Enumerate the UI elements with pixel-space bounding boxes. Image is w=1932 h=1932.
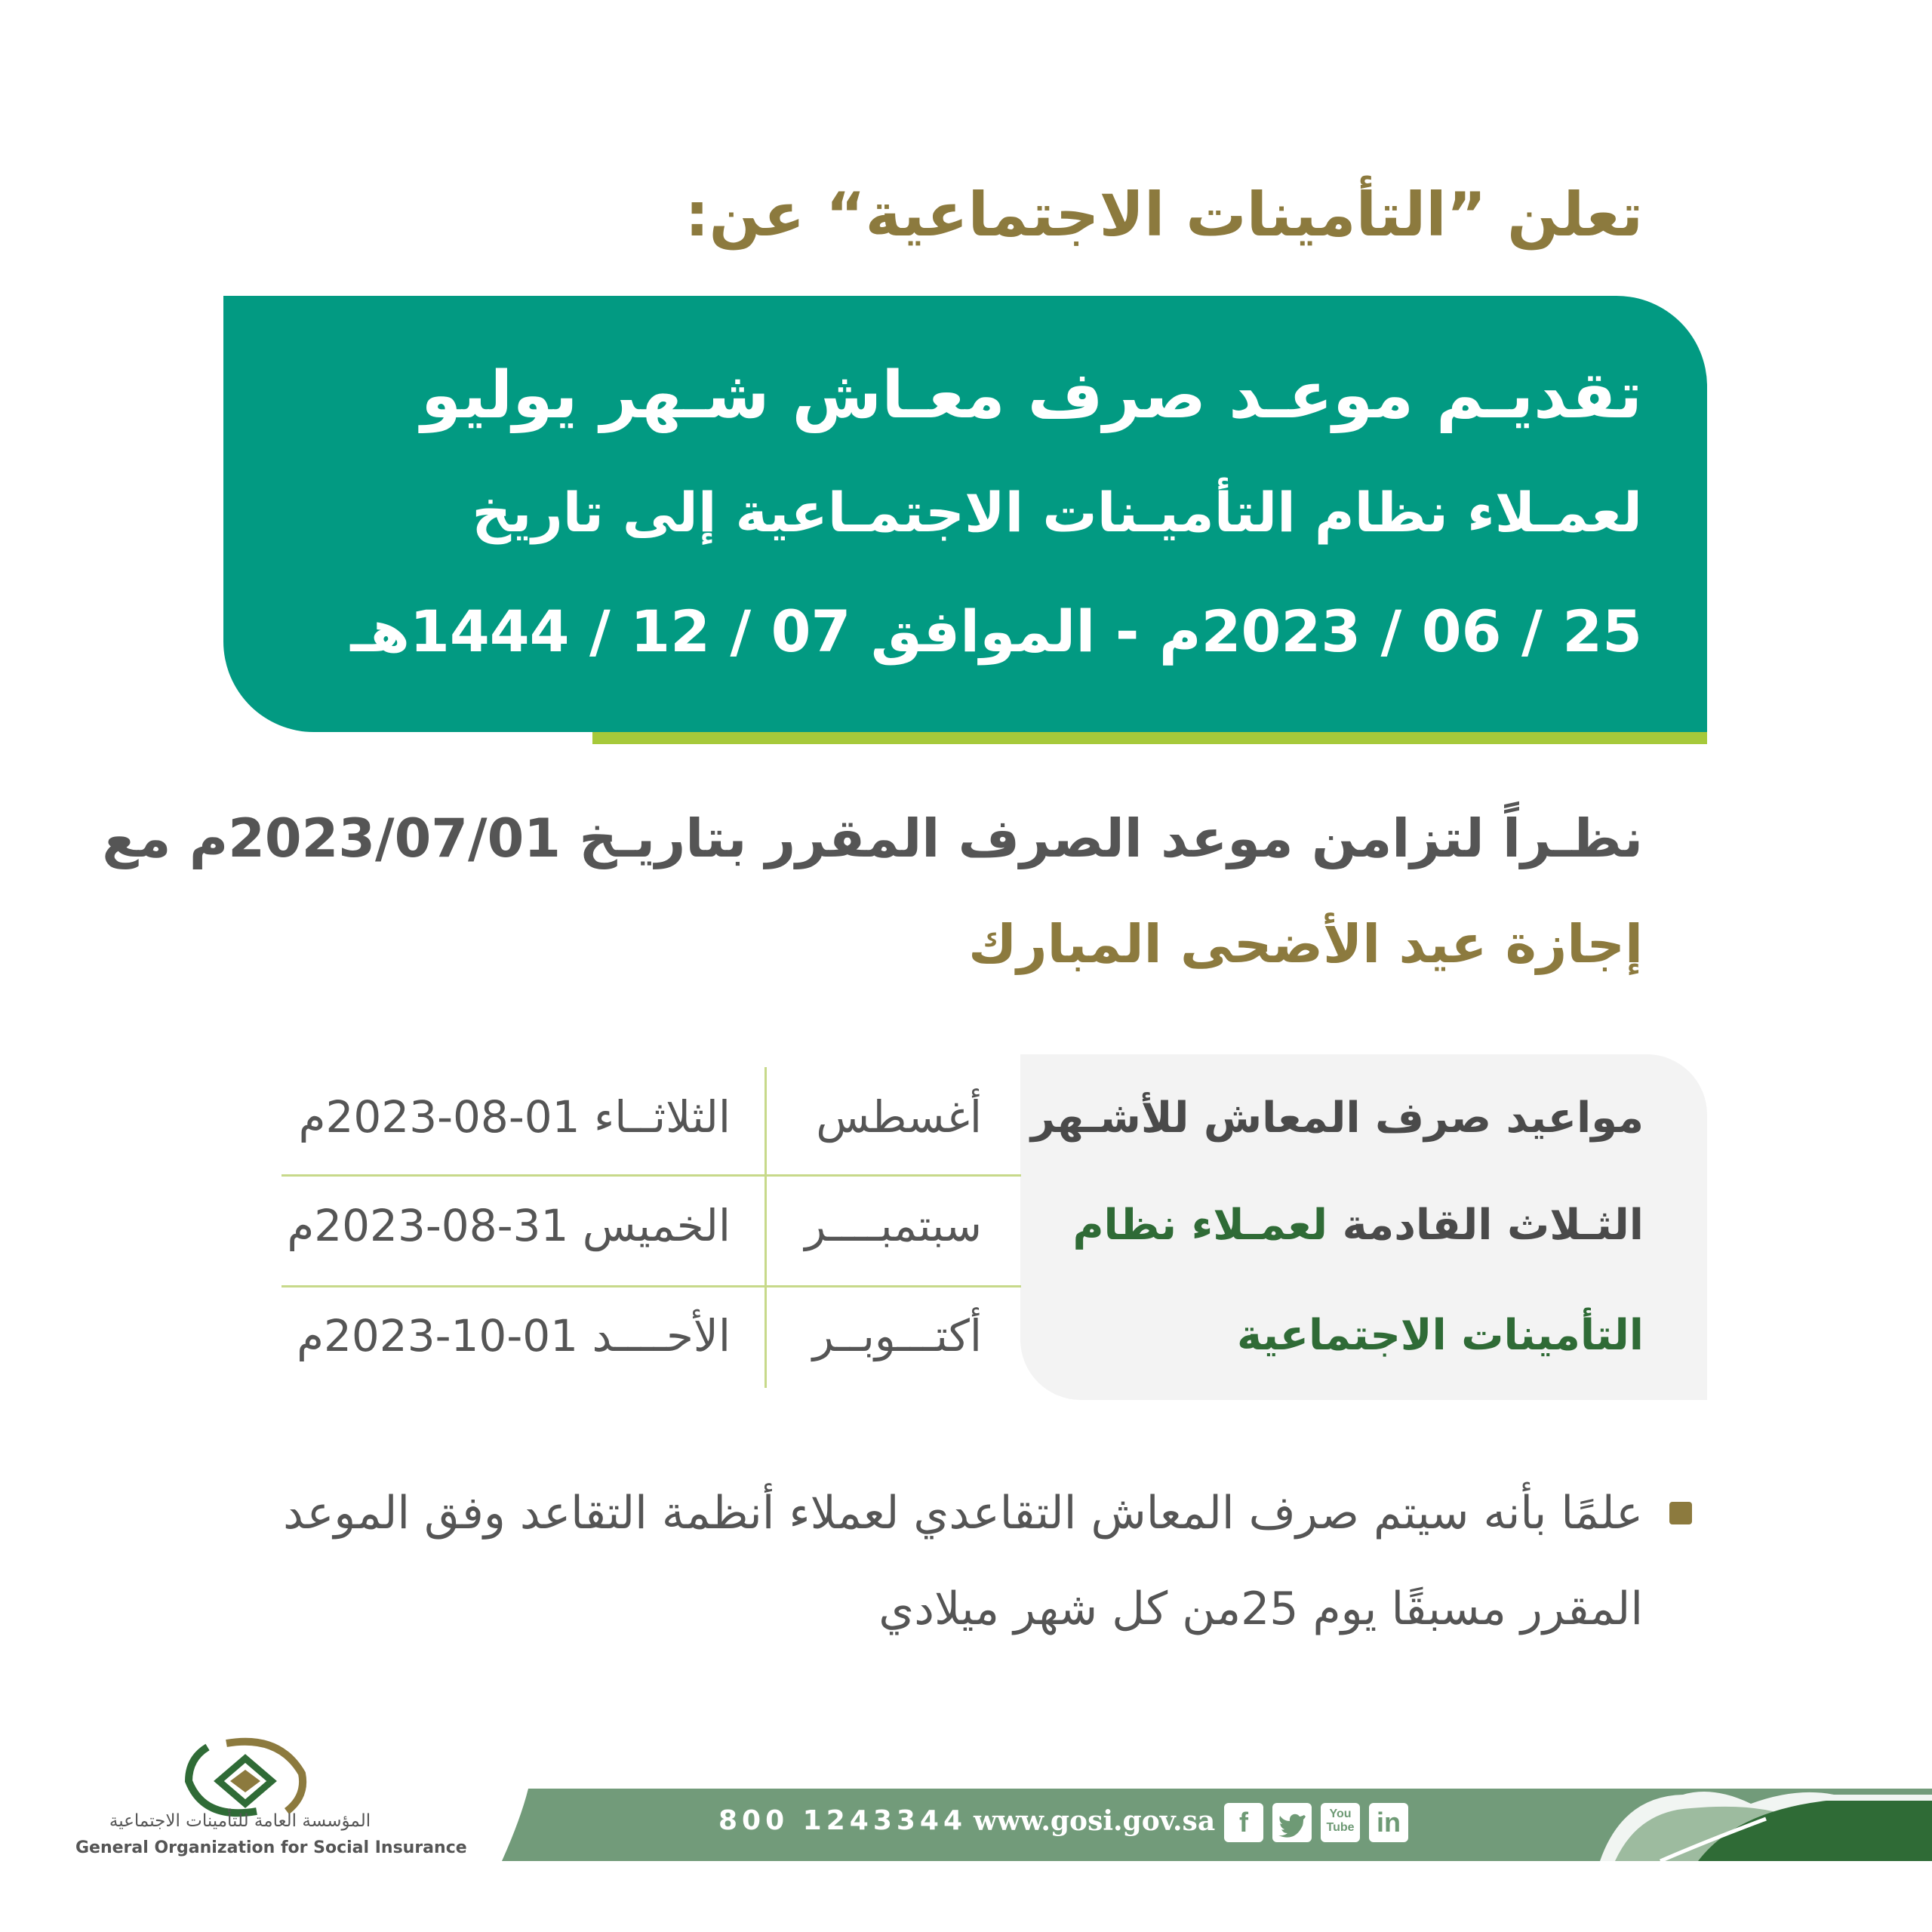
youtube-text-you: You xyxy=(1329,1807,1352,1820)
website-link[interactable]: www.gosi.gov.sa xyxy=(974,1805,1216,1837)
note-text-line2: المقرر مسبقًا يوم 25من كل شهر ميلادي xyxy=(878,1583,1643,1635)
table-row-divider xyxy=(281,1285,1021,1287)
announcement-banner xyxy=(223,296,1707,732)
banner-subtitle: لعمـلاء نظام التأميـنات الاجتمـاعية إلى تاريخ xyxy=(472,481,1642,544)
holiday-text: إجازة عيد الأضحى المبارك xyxy=(968,913,1643,975)
org-name-arabic: المؤسسة العامة للتأمينات الاجتماعية xyxy=(109,1811,371,1831)
reason-text: نظـراً لتزامن موعد الصرف المقرر بتاريـخ 2023/07/01م مع xyxy=(102,808,1643,869)
schedule-title-line2b: لعمـلاء نظام xyxy=(1072,1201,1328,1250)
facebook-icon[interactable]: f xyxy=(1224,1803,1263,1842)
table-cell-month: سبتمبــــر xyxy=(804,1200,982,1251)
table-row-divider xyxy=(281,1174,1021,1177)
table-cell-date: الثلاثــاء 01-08-2023م xyxy=(298,1091,731,1143)
table-column-divider xyxy=(764,1067,767,1388)
intro-heading: تعلن ”التأمينات الاجتماعية“ عن: xyxy=(685,180,1643,250)
schedule-title-box xyxy=(1020,1054,1707,1400)
phone-number[interactable]: 800 1243344 xyxy=(718,1805,968,1836)
schedule-title-line1: مواعيد صرف المعاش للأشـهر xyxy=(1030,1094,1644,1143)
schedule-title-line2a: الثـلاث القادمة xyxy=(1342,1201,1644,1250)
linkedin-icon[interactable]: in xyxy=(1369,1803,1408,1842)
org-name-english: General Organization for Social Insurance xyxy=(75,1838,467,1857)
youtube-text-tube: Tube xyxy=(1326,1821,1355,1834)
youtube-icon[interactable] xyxy=(1321,1803,1360,1842)
table-cell-month: أكتـــوبــر xyxy=(812,1310,982,1361)
table-cell-date: الأحــــد 01-10-2023م xyxy=(297,1310,731,1361)
table-cell-month: أغسطس xyxy=(816,1091,982,1143)
banner-accent-line xyxy=(592,732,1707,744)
note-text-line1: علمًا بأنه سيتم صرف المعاش التقاعدي لعملاء أنظمة التقاعد وفق الموعد xyxy=(283,1487,1643,1540)
schedule-title-line3: التأمينات الاجتماعية xyxy=(1236,1311,1644,1360)
note-bullet-icon xyxy=(1669,1502,1692,1524)
banner-title: تقديـم موعـد صرف معـاش شـهر يوليو xyxy=(420,358,1642,433)
twitter-icon[interactable] xyxy=(1272,1803,1312,1842)
schedule-title-line2 xyxy=(1072,1201,1644,1250)
table-cell-date: الخميس 31-08-2023م xyxy=(287,1200,731,1251)
banner-date: 25 / 06 / 2023م - الموافق 07 / 12 / 1444هـ xyxy=(350,598,1642,665)
